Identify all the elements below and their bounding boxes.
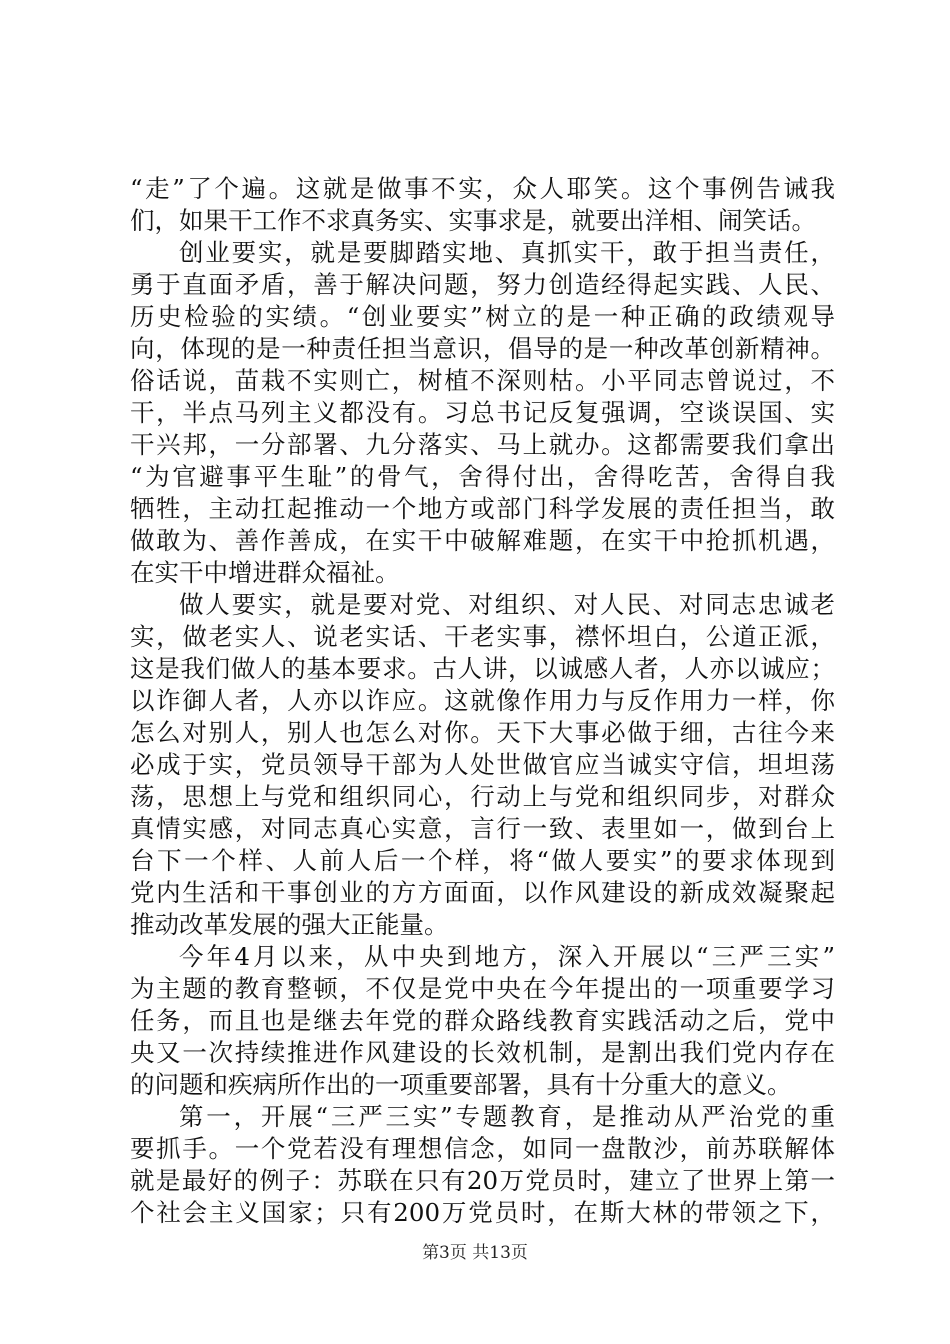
text-line: 央又一次持续推进作风建设的长效机制，是割出我们党内存在 [130, 1038, 835, 1067]
text-line: 台下一个样、人前人后一个样，将“做人要实”的要求体现到 [130, 846, 835, 875]
text-line: 干，半点马列主义都没有。习总书记反复强调，空谈误国、实 [130, 398, 835, 427]
paragraph-1 [130, 173, 835, 237]
text-line: 干兴邦，一分部署、九分落实、马上就办。这都需要我们拿出 [130, 430, 835, 459]
text-line: “走”了个遍。这就是做事不实，众人耶笑。这个事例告诫我 [130, 174, 835, 203]
text-line: 必成于实，党员领导干部为人处世做官应当诚实守信，坦坦荡 [130, 750, 835, 779]
page-number-footer: 第3页 共13页 [422, 1243, 528, 1263]
text-line: 勇于直面矛盾，善于解决问题，努力创造经得起实践、人民、 [130, 270, 835, 299]
text-line: 的问题和疾病所作出的一项重要部署，具有十分重大的意义。 [130, 1070, 792, 1099]
text-line: “为官避事平生耻”的骨气，舍得付出，舍得吃苦，舍得自我 [130, 462, 835, 491]
text-line: 历史检验的实绩。“创业要实”树立的是一种正确的政绩观导 [130, 302, 835, 331]
text-line: 推动改革发展的强大正能量。 [130, 910, 449, 939]
text-line: 牺牲，主动扛起推动一个地方或部门科学发展的责任担当，敢 [130, 494, 835, 523]
text-line: 做人要实，就是要对党、对组织、对人民、对同志忠诚老 [179, 590, 835, 619]
paragraph-3 [130, 589, 835, 941]
text-line: 今年4月以来，从中央到地方，深入开展以“三严三实” [179, 942, 835, 971]
text-line: 在实干中增进群众福祉。 [130, 558, 400, 587]
text-line: 做敢为、善作善成，在实干中破解难题，在实干中抢抓机遇， [130, 526, 835, 555]
text-line: 任务，而且也是继去年党的群众路线教育实践活动之后，党中 [130, 1006, 835, 1035]
paragraph-4 [130, 941, 835, 1101]
text-line: 以诈御人者，人亦以诈应。这就像作用力与反作用力一样，你 [130, 686, 835, 715]
text-line: 党内生活和干事创业的方方面面，以作风建设的新成效凝聚起 [130, 878, 835, 907]
text-line: 们，如果干工作不求真务实、实事求是，就要出洋相、闹笑话。 [130, 206, 816, 235]
text-line: 个社会主义国家；只有200万党员时，在斯大林的带领之下， [130, 1198, 835, 1227]
text-line: 俗话说，苗栽不实则亡，树植不深则枯。小平同志曾说过，不 [130, 366, 835, 395]
body-text [130, 173, 835, 1229]
text-line: 第一，开展“三严三实”专题教育，是推动从严治党的重 [179, 1102, 835, 1131]
paragraph-5 [130, 1101, 835, 1229]
text-line: 就是最好的例子：苏联在只有20万党员时，建立了世界上第一 [130, 1166, 835, 1195]
text-line: 这是我们做人的基本要求。古人讲，以诚感人者，人亦以诚应； [130, 654, 835, 683]
text-line: 荡，思想上与党和组织同心，行动上与党和组织同步，对群众 [130, 782, 835, 811]
text-line: 要抓手。一个党若没有理想信念，如同一盘散沙，前苏联解体 [130, 1134, 835, 1163]
text-line: 真情实感，对同志真心实意，言行一致、表里如一，做到台上 [130, 814, 835, 843]
text-line: 为主题的教育整顿，不仅是党中央在今年提出的一项重要学习 [130, 974, 835, 1003]
paragraph-2 [130, 237, 835, 589]
text-line: 创业要实，就是要脚踏实地、真抓实干，敢于担当责任， [179, 238, 835, 267]
text-line: 怎么对别人，别人也怎么对你。天下大事必做于细，古往今来 [130, 718, 835, 747]
text-line: 实，做老实人、说老实话、干老实事，襟怀坦白，公道正派， [130, 622, 835, 651]
text-line: 向，体现的是一种责任担当意识，倡导的是一种改革创新精神。 [130, 334, 835, 363]
